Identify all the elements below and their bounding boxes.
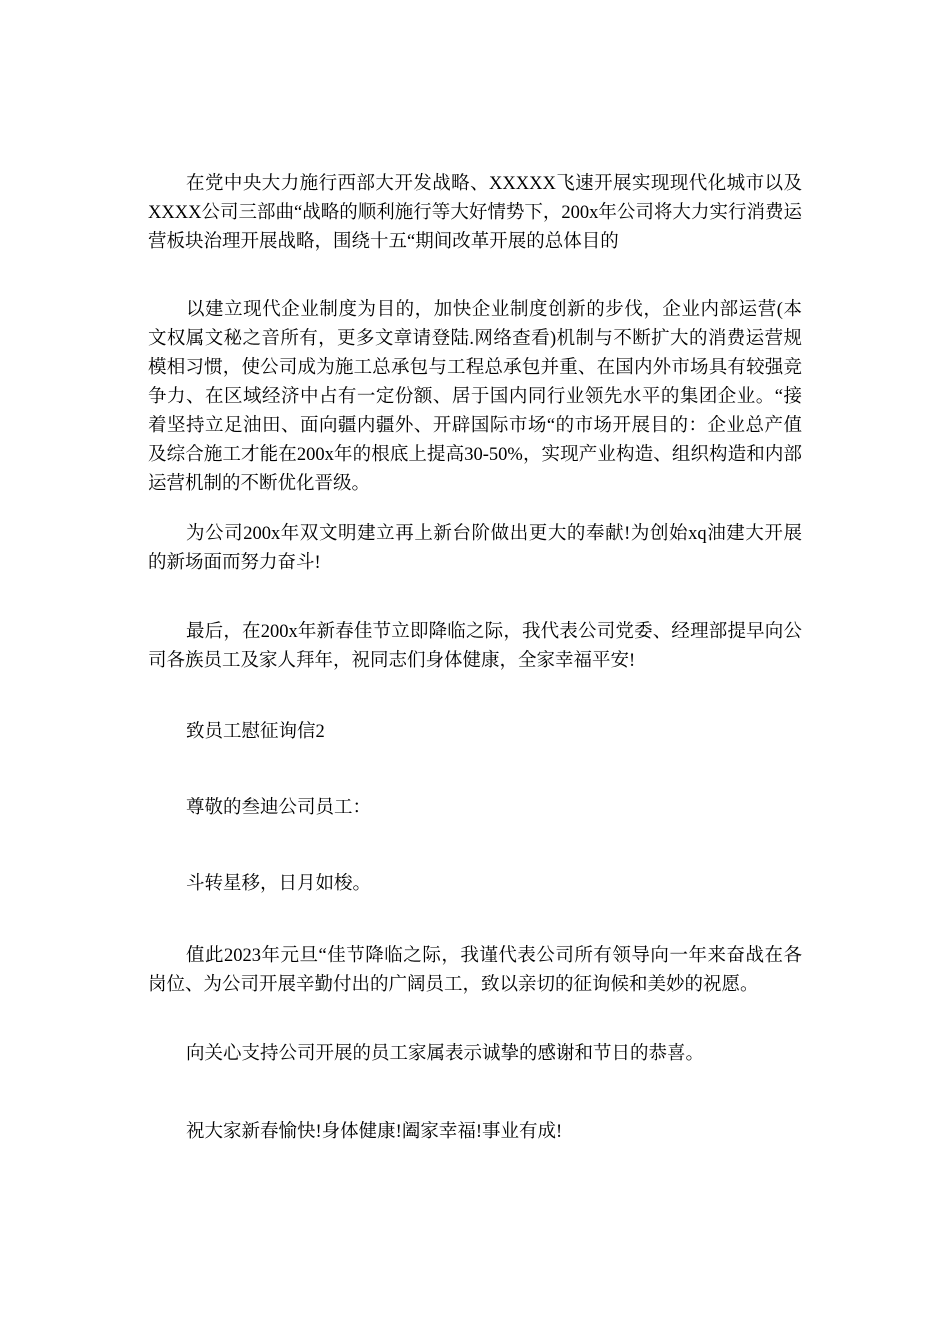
paragraph-closing-wishes: 祝大家新春愉快!身体健康!阖家幸福!事业有成! bbox=[186, 1122, 563, 1142]
letter-salutation: 尊敬的叁迪公司员工： bbox=[186, 798, 372, 818]
paragraph-development-strategy: 在党中央大力施行西部大开发战略、XXXXX飞速开展实现现代化城市以及XXXX公司三部曲“战略的顺利施行等大好情势下，200x年公司将大力实行消费运营板块治理开展战略，围绕十五“期间改革开展的总体目的 bbox=[148, 174, 802, 252]
paragraph-new-year-wishes: 值此2023年元旦“佳节降临之际，我谨代表公司所有领导向一年来奋战在各岗位、为公司开展辛勤付出的广阔员工，致以亲切的征询候和美妙的祝愿。 bbox=[148, 946, 802, 995]
letter-title: 致员工慰征询信2 bbox=[186, 722, 325, 742]
paragraph-time-flies: 斗转星移，日月如梭。 bbox=[186, 874, 372, 894]
paragraph-family-thanks: 向关心支持公司开展的员工家属表示诚挚的感谢和节日的恭喜。 bbox=[186, 1044, 705, 1064]
paragraph-new-year-greeting: 最后，在200x年新春佳节立即降临之际，我代表公司党委、经理部提早向公司各族员工及家人拜年，祝同志们身体健康，全家幸福平安! bbox=[148, 622, 802, 671]
paragraph-contribution: 为公司200x年双文明建立再上新台阶做出更大的奉献!为创始xq油建大开展的新场面而努力奋斗! bbox=[148, 524, 802, 573]
paragraph-enterprise-system: 以建立现代企业制度为目的，加快企业制度创新的步伐，企业内部运营(本文权属文秘之音所有，更多文章请登陆.网络查看)机制与不断扩大的消费运营规模相习惯，使公司成为施工总承包与工程总承包并重、在国内外市场具有较强竞争力、在区域经济中占有一定份额、居于国内同行业领先水平的集团企业。“接着坚持立足油田、面向疆内疆外、开辟国际市场“的市场开展目的：企业总产值及综合施工才能在200x年的根底上提高30-50%，实现产业构造、组织构造和内部运营机制的不断优化晋级。 bbox=[148, 300, 802, 494]
